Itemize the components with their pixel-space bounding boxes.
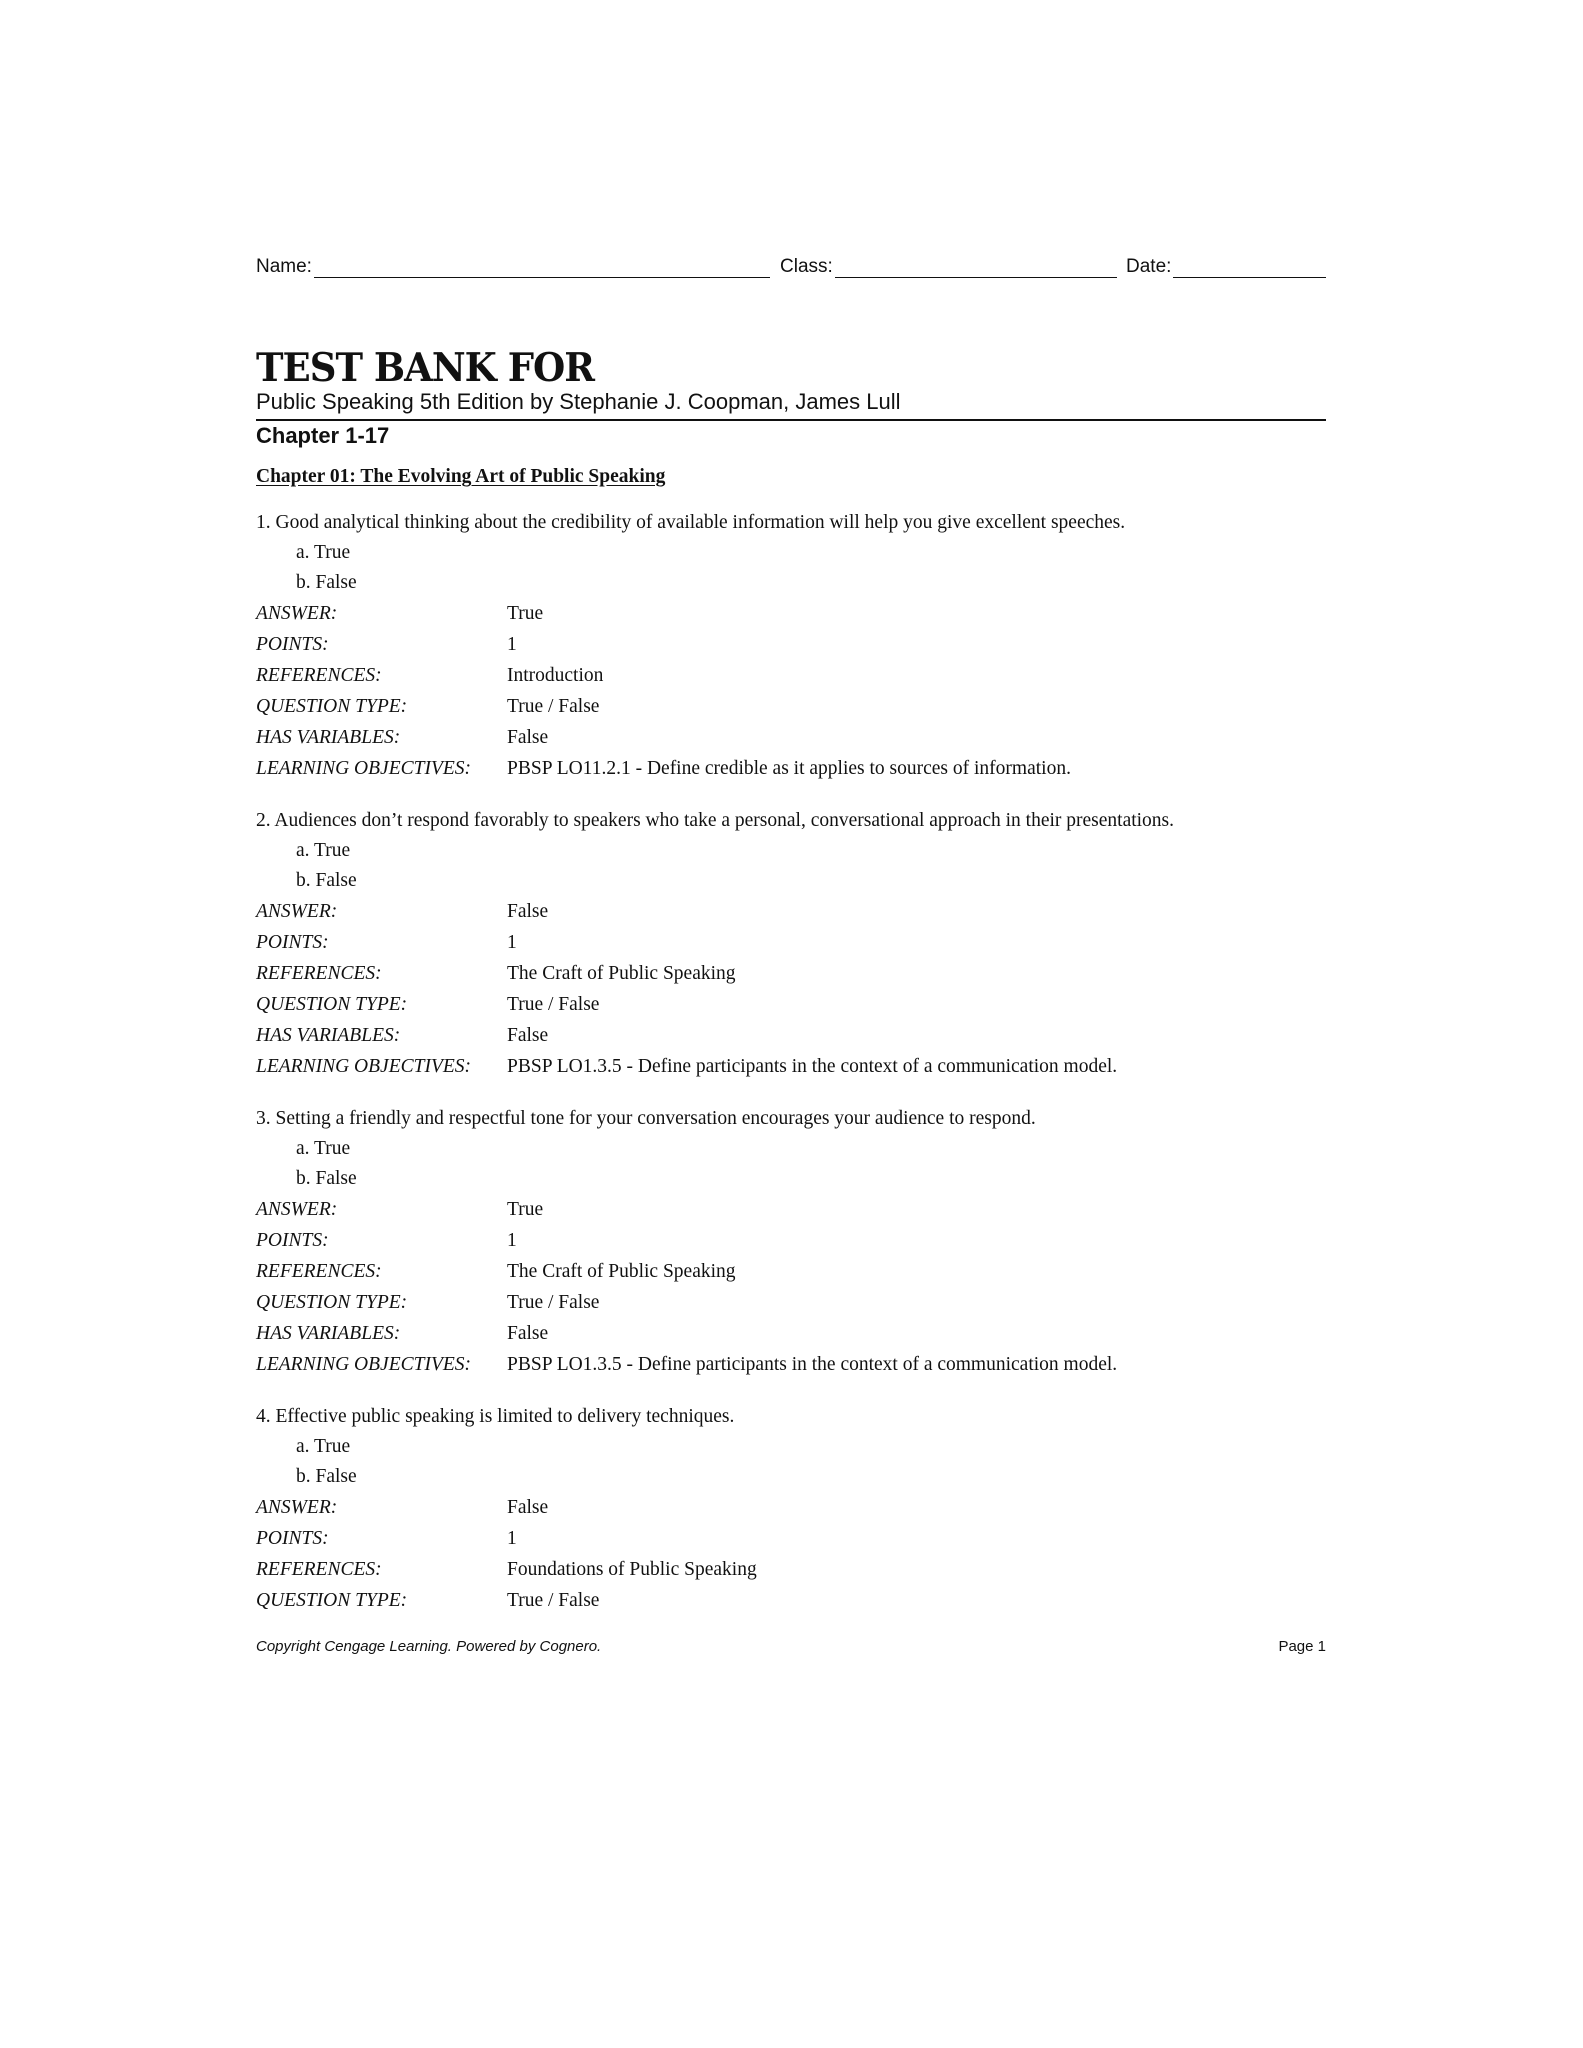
- learning-objectives-value: PBSP LO1.3.5 - Define participants in the context of a communication model.: [507, 1354, 1118, 1375]
- has-variables-value: False: [507, 1025, 549, 1046]
- references-value: Introduction: [507, 665, 604, 686]
- question-type-value: True / False: [507, 994, 600, 1015]
- question-type-row: [256, 1287, 1326, 1318]
- learning-objectives-row: [256, 753, 1326, 784]
- date-blank-line[interactable]: [1173, 257, 1326, 278]
- answer-value: True: [507, 1199, 544, 1220]
- points-row: [256, 1225, 1326, 1256]
- student-info-row: [256, 256, 1326, 286]
- question-list: [256, 508, 1326, 1638]
- date-label: Date:: [1126, 256, 1172, 277]
- document-title: TEST BANK FOR: [256, 344, 594, 391]
- question-type-value: True / False: [507, 1590, 600, 1611]
- answer-label: ANSWER:: [256, 1199, 338, 1220]
- references-label: REFERENCES:: [256, 1559, 382, 1580]
- learning-objectives-label: LEARNING OBJECTIVES:: [256, 1354, 472, 1375]
- question-type-row: [256, 691, 1326, 722]
- question-type-row: [256, 989, 1326, 1020]
- learning-objectives-label: LEARNING OBJECTIVES:: [256, 1056, 472, 1077]
- answer-value: False: [507, 901, 549, 922]
- references-value: Foundations of Public Speaking: [507, 1559, 757, 1580]
- question-type-label: QUESTION TYPE:: [256, 1292, 408, 1313]
- learning-objectives-row: [256, 1349, 1326, 1380]
- points-row: [256, 927, 1326, 958]
- book-subtitle: Public Speaking 5th Edition by Stephanie J. Coopman, James Lull: [256, 389, 901, 414]
- has-variables-label: HAS VARIABLES:: [256, 1025, 401, 1046]
- learning-objectives-label: LEARNING OBJECTIVES:: [256, 758, 472, 779]
- references-row: [256, 958, 1326, 989]
- references-row: [256, 1256, 1326, 1287]
- option-a: a. True: [296, 542, 351, 563]
- question-type-label: QUESTION TYPE:: [256, 1590, 408, 1611]
- question-item: [256, 1104, 1326, 1380]
- answer-value: True: [507, 603, 544, 624]
- answer-label: ANSWER:: [256, 603, 338, 624]
- points-label: POINTS:: [256, 634, 329, 655]
- points-row: [256, 629, 1326, 660]
- question-text: 4. Effective public speaking is limited to delivery techniques.: [256, 1406, 735, 1427]
- answer-row: [256, 896, 1326, 927]
- option-b: b. False: [296, 572, 357, 593]
- learning-objectives-row: [256, 1051, 1326, 1082]
- question-text: 1. Good analytical thinking about the credibility of available information will help you give excellent speeches.: [256, 512, 1126, 533]
- question-type-row: [256, 1585, 1326, 1616]
- references-value: The Craft of Public Speaking: [507, 963, 736, 984]
- answer-row: [256, 1492, 1326, 1523]
- points-label: POINTS:: [256, 1230, 329, 1251]
- question-item: [256, 806, 1326, 1082]
- has-variables-row: [256, 722, 1326, 753]
- references-label: REFERENCES:: [256, 665, 382, 686]
- copyright-notice: Copyright Cengage Learning. Powered by Cognero.: [256, 1638, 602, 1655]
- has-variables-row: [256, 1318, 1326, 1349]
- answer-row: [256, 598, 1326, 629]
- title-block: [256, 344, 1326, 451]
- has-variables-row: [256, 1020, 1326, 1051]
- has-variables-label: HAS VARIABLES:: [256, 727, 401, 748]
- option-b: b. False: [296, 1466, 357, 1487]
- question-type-value: True / False: [507, 696, 600, 717]
- page-number: Page 1: [1278, 1638, 1326, 1655]
- question-type-label: QUESTION TYPE:: [256, 696, 408, 717]
- learning-objectives-value: PBSP LO1.3.5 - Define participants in the context of a communication model.: [507, 1056, 1118, 1077]
- learning-objectives-value: PBSP LO11.2.1 - Define credible as it applies to sources of information.: [507, 758, 1071, 779]
- option-a: a. True: [296, 1436, 351, 1457]
- points-value: 1: [507, 1230, 517, 1251]
- references-label: REFERENCES:: [256, 963, 382, 984]
- name-blank-line[interactable]: [314, 257, 770, 278]
- points-label: POINTS:: [256, 1528, 329, 1549]
- option-a: a. True: [296, 1138, 351, 1159]
- answer-label: ANSWER:: [256, 901, 338, 922]
- option-a: a. True: [296, 840, 351, 861]
- question-item: [256, 508, 1326, 784]
- points-value: 1: [507, 1528, 517, 1549]
- references-value: The Craft of Public Speaking: [507, 1261, 736, 1282]
- references-label: REFERENCES:: [256, 1261, 382, 1282]
- answer-label: ANSWER:: [256, 1497, 338, 1518]
- class-field[interactable]: [780, 256, 1117, 278]
- date-field[interactable]: [1126, 256, 1326, 278]
- references-row: [256, 1554, 1326, 1585]
- class-blank-line[interactable]: [835, 257, 1117, 278]
- question-type-value: True / False: [507, 1292, 600, 1313]
- question-text: 3. Setting a friendly and respectful tone for your conversation encourages your audience to respond.: [256, 1108, 1036, 1129]
- answer-value: False: [507, 1497, 549, 1518]
- references-row: [256, 660, 1326, 691]
- answer-row: [256, 1194, 1326, 1225]
- name-field[interactable]: [256, 256, 770, 278]
- has-variables-label: HAS VARIABLES:: [256, 1323, 401, 1344]
- points-value: 1: [507, 634, 517, 655]
- chapter-heading: Chapter 01: The Evolving Art of Public Speaking: [256, 466, 666, 487]
- class-label: Class:: [780, 256, 833, 277]
- points-row: [256, 1523, 1326, 1554]
- option-b: b. False: [296, 1168, 357, 1189]
- has-variables-value: False: [507, 727, 549, 748]
- option-b: b. False: [296, 870, 357, 891]
- question-type-label: QUESTION TYPE:: [256, 994, 408, 1015]
- question-text: 2. Audiences don’t respond favorably to speakers who take a personal, conversational approach in their presentations.: [256, 810, 1175, 831]
- question-item: [256, 1402, 1326, 1616]
- has-variables-value: False: [507, 1323, 549, 1344]
- points-value: 1: [507, 932, 517, 953]
- name-label: Name:: [256, 256, 312, 277]
- points-label: POINTS:: [256, 932, 329, 953]
- chapter-range: Chapter 1-17: [256, 419, 1326, 451]
